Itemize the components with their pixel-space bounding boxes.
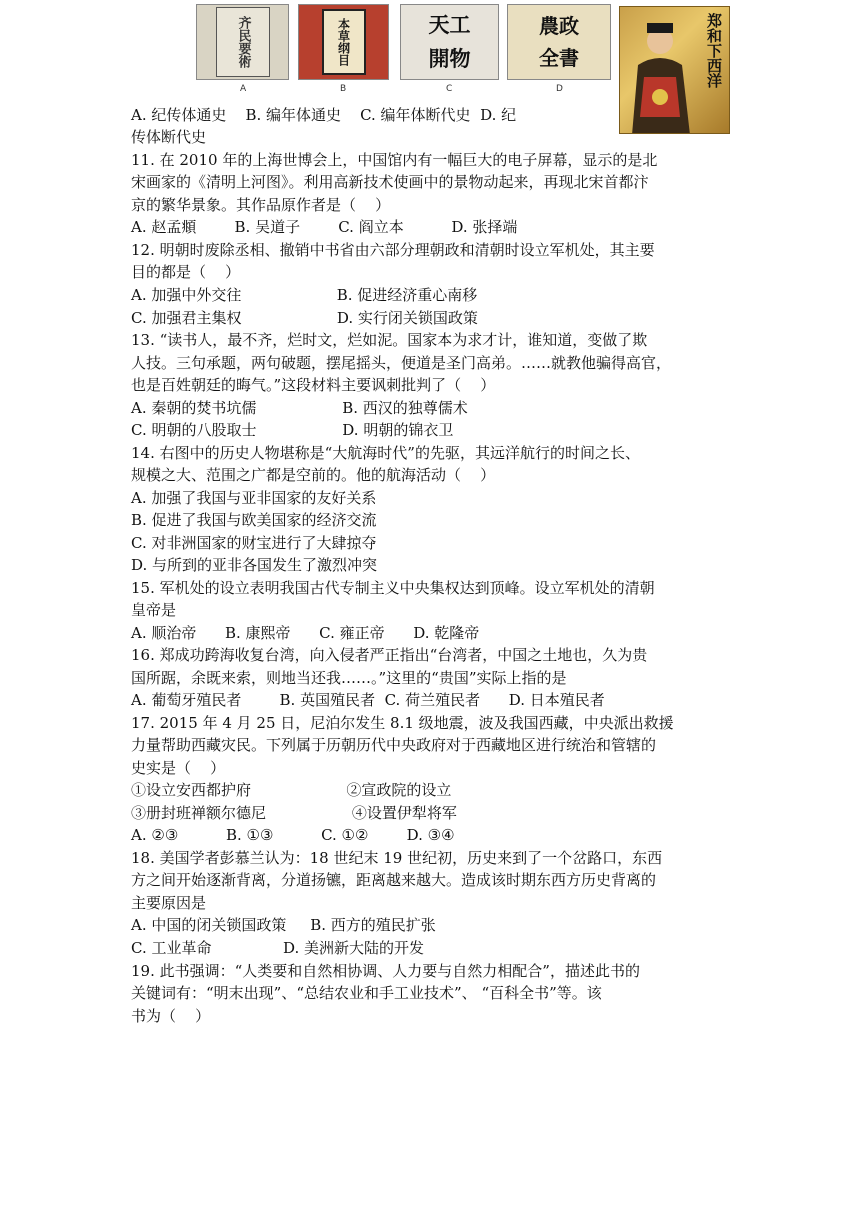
text-line: 13. “读书人，最不齐，烂时文，烂如泥。国家本为求才计，谁知道，变做了欺 bbox=[131, 331, 648, 349]
zheng-he-portrait bbox=[619, 6, 730, 134]
book-title-c: 天工開物 bbox=[428, 12, 471, 71]
text-line: C. 工业革命 D. 美洲新大陆的开发 bbox=[131, 939, 425, 957]
text-line: 京的繁华景象。其作品原作者是（ ） bbox=[131, 196, 391, 214]
text-line: A. ②③ B. ①③ C. ①② D. ③④ bbox=[131, 826, 455, 844]
text-line: 史实是（ ） bbox=[131, 759, 226, 777]
book-title-d: 農政全書 bbox=[539, 14, 579, 70]
book-image-b bbox=[298, 4, 389, 80]
text-line: 11. 在 2010 年的上海世博会上，中国馆内有一幅巨大的电子屏幕，显示的是北 bbox=[131, 151, 658, 169]
text-line: 皇帝是 bbox=[131, 601, 177, 619]
book-image-d bbox=[507, 4, 611, 80]
text-line: 力量帮助西藏灾民。下列属于历朝历代中央政府对于西藏地区进行统治和管辖的 bbox=[131, 736, 657, 754]
text-line: 国所踞，余既来索，则地当还我……。”这里的“贵国”实际上指的是 bbox=[131, 669, 567, 687]
text-line: 也是百姓朝廷的晦气。”这段材料主要讽刺批判了（ ） bbox=[131, 376, 496, 394]
book-label-d: D bbox=[556, 84, 563, 94]
text-line: 宋画家的《清明上河图》。利用高新技术使画中的景物动起来，再现北宋首都汴 bbox=[131, 173, 649, 191]
book-label-b: B bbox=[340, 84, 347, 94]
text-line: 传体断代史 bbox=[131, 128, 207, 146]
text-line: 17. 2015 年 4 月 25 日，尼泊尔发生 8.1 级地震，波及我国西藏，中央派出救援 bbox=[131, 714, 674, 732]
text-line: A. 加强了我国与亚非国家的友好关系 bbox=[131, 489, 377, 507]
text-line: A. 加强中外交往 B. 促进经济重心南移 bbox=[131, 286, 478, 304]
text-line: 目的都是（ ） bbox=[131, 263, 241, 281]
book-image-a bbox=[196, 4, 289, 80]
text-line: C. 明朝的八股取士 D. 明朝的锦衣卫 bbox=[131, 421, 454, 439]
book-title-b: 本草纲目 bbox=[336, 18, 351, 66]
book-label-a: A bbox=[240, 84, 247, 94]
book-title-a: 齐民要術 bbox=[235, 16, 251, 68]
text-line: 14. 右图中的历史人物堪称是“大航海时代”的先驱，其远洋航行的时间之长、 bbox=[131, 444, 640, 462]
text-line: 关键词有：“明末出现”、“总结农业和手工业技术”、 “百科全书”等。该 bbox=[131, 984, 602, 1002]
text-line: C. 对非洲国家的财宝进行了大肆掠夺 bbox=[131, 534, 377, 552]
text-line: ③册封班禅额尔德尼 ④设置伊犁将军 bbox=[131, 804, 457, 822]
text-line: 方之间开始逐渐背离，分道扬镳，距离越来越大。造成该时期东西方历史背离的 bbox=[131, 871, 657, 889]
text-line: 人技。三句承题，两句破题，摆尾摇头，便道是圣门高弟。……就教他骗得高官， bbox=[131, 354, 672, 372]
text-line: 18. 美国学者彭慕兰认为：18 世纪末 19 世纪初，历史来到了一个岔路口，东西 bbox=[131, 849, 663, 867]
text-line: 书为（ ） bbox=[131, 1007, 211, 1025]
text-line: A. 秦朝的焚书坑儒 B. 西汉的独尊儒术 bbox=[131, 399, 468, 417]
text-line: A. 葡萄牙殖民者 B. 英国殖民者 C. 荷兰殖民者 D. 日本殖民者 bbox=[131, 691, 605, 709]
text-line: 规模之大、范围之广都是空前的。他的航海活动（ ） bbox=[131, 466, 496, 484]
text-line: A. 中国的闭关锁国政策 B. 西方的殖民扩张 bbox=[131, 916, 436, 934]
text-line: 19. 此书强调：“人类要和自然相协调、人力要与自然力相配合”，描述此书的 bbox=[131, 962, 640, 980]
text-line: ①设立安西都护府 ②宣政院的设立 bbox=[131, 781, 452, 799]
text-line: A. 顺治帝 B. 康熙帝 C. 雍正帝 D. 乾隆帝 bbox=[131, 624, 480, 642]
text-line: C. 加强君主集权 D. 实行闭关锁国政策 bbox=[131, 309, 478, 327]
text-line: B. 促进了我国与欧美国家的经济交流 bbox=[131, 511, 377, 529]
book-image-c bbox=[400, 4, 499, 80]
book-label-c: C bbox=[446, 84, 453, 94]
text-line: 16. 郑成功跨海收复台湾，向入侵者严正指出“台湾者，中国之土地也，久为贵 bbox=[131, 646, 648, 664]
text-line: 主要原因是 bbox=[131, 894, 207, 912]
text-line: A. 纪传体通史 B. 编年体通史 C. 编年体断代史 D. 纪 bbox=[131, 106, 517, 124]
text-line: 15. 军机处的设立表明我国古代专制主义中央集权达到顶峰。设立军机处的清朝 bbox=[131, 579, 655, 597]
portrait-caption: 郑和下西洋 bbox=[705, 13, 723, 88]
text-line: A. 赵孟頫 B. 吴道子 C. 阎立本 D. 张择端 bbox=[131, 218, 518, 236]
text-line: 12. 明朝时废除丞相、撤销中书省由六部分理朝政和清朝时设立军机处，其主要 bbox=[131, 241, 655, 259]
text-line: D. 与所到的亚非各国发生了激烈冲突 bbox=[131, 556, 378, 574]
